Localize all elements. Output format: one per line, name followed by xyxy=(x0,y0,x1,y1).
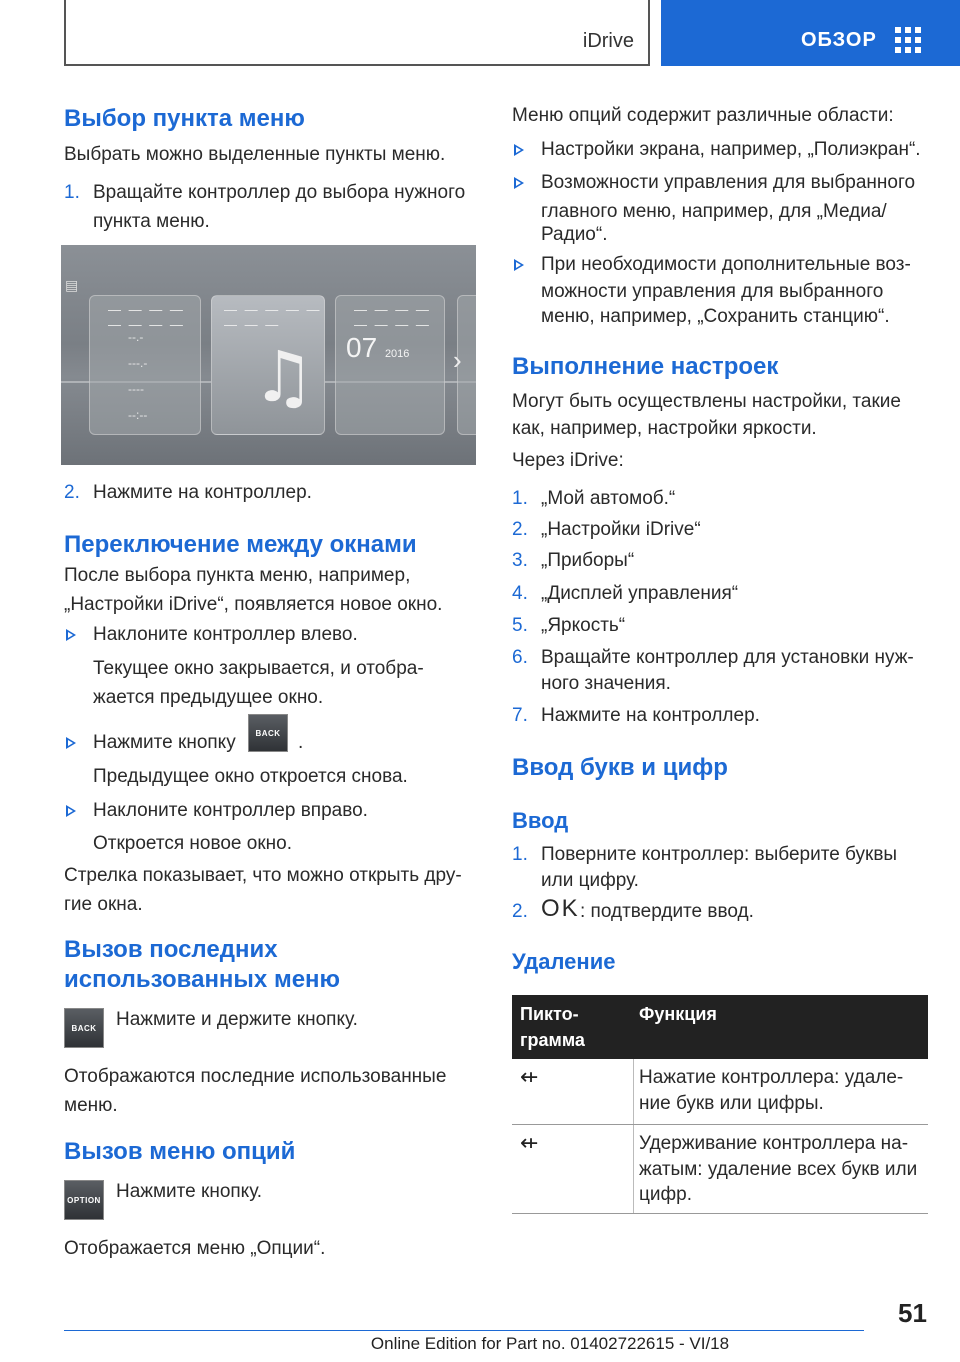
paragraph: Отображается меню „Опции“. xyxy=(64,1238,326,1259)
bullet-text: меню, например, „Сохранить станцию“. xyxy=(541,306,890,327)
step-text: Вращайте контроллер для установки нуж‐ xyxy=(541,647,914,668)
paragraph: Нажмите и держите кнопку. xyxy=(116,1009,358,1030)
step-number: 1. xyxy=(512,488,528,509)
step-text: или цифру. xyxy=(541,870,639,891)
table-cell: ние букв или цифры. xyxy=(639,1093,824,1114)
step-text: : подтвердите ввод. xyxy=(580,901,754,922)
bullet-text: главного меню, например, для „Медиа/ xyxy=(541,201,887,222)
step-number: 2. xyxy=(512,901,528,922)
paragraph: меню. xyxy=(64,1095,118,1116)
subsection-title-input: Ввод xyxy=(512,808,569,833)
header-section-label: ОБЗОР xyxy=(801,29,877,51)
paragraph: „Настройки iDrive“, появляется новое окно. xyxy=(64,594,443,615)
step-number: 1. xyxy=(512,844,528,865)
section-title-select-menu-item: Выбор пункта меню xyxy=(64,105,305,132)
grid-icon xyxy=(895,27,921,53)
bullet-triangle-icon xyxy=(514,259,524,271)
paragraph: Выбрать можно выделенные пункты меню. xyxy=(64,144,446,165)
bullet-triangle-icon xyxy=(514,144,524,156)
header-section-tab[interactable] xyxy=(661,0,960,66)
step-text: Поверните контроллер: выберите буквы xyxy=(541,844,898,865)
header-title-box xyxy=(64,0,650,66)
paragraph: Стрелка показывает, что можно открыть дру‐ xyxy=(64,865,462,886)
back-button-icon: BACK xyxy=(248,714,288,752)
paragraph: Меню опций содержит различные области: xyxy=(512,105,894,126)
bullet-triangle-icon xyxy=(66,737,76,749)
step-text: Вращайте контроллер до выбора нужного xyxy=(93,182,466,203)
table-cell: Нажатие контроллера: удале‐ xyxy=(639,1067,904,1088)
music-note-icon: ♫ xyxy=(252,336,315,418)
paragraph: гие окна. xyxy=(64,894,143,915)
bullet-subtext: Текущее окно закрывается, и отобра‐ xyxy=(93,658,424,679)
bullet-text: При необходимости дополнительные воз‐ xyxy=(541,254,911,275)
chevron-right-icon: › xyxy=(453,345,462,375)
table-cell: жатым: удаление всех букв или xyxy=(639,1159,918,1180)
table-header-cell: грамма xyxy=(520,1030,585,1050)
section-title-recent-menus-l2: использованных меню xyxy=(64,966,341,993)
step-text: „Мой автомоб.“ xyxy=(541,488,676,509)
section-title-letters-digits: Ввод букв и цифр xyxy=(512,754,728,781)
step-number: 1. xyxy=(64,182,80,203)
ok-symbol: OK xyxy=(541,895,580,922)
section-title-options-menu: Вызов меню опций xyxy=(64,1138,296,1165)
bullet-text: Настройки экрана, например, „Полиэкран“. xyxy=(541,139,921,160)
page-number: 51 xyxy=(898,1298,927,1328)
table-header xyxy=(512,995,928,1059)
option-button-icon: OPTION xyxy=(64,1180,104,1220)
step-number: 7. xyxy=(512,705,528,726)
header-title: iDrive xyxy=(582,30,634,52)
step-number: 5. xyxy=(512,615,528,636)
bullet-subtext: Откроется новое окно. xyxy=(93,833,292,854)
step-text: ного значения. xyxy=(541,673,671,694)
photo-card-date: — — — — — — — — 07 2016 xyxy=(335,295,445,435)
table-header-cell: Функция xyxy=(639,1004,717,1024)
bullet-text: Нажмите кнопку xyxy=(93,732,236,753)
step-text: пункта меню. xyxy=(93,211,210,232)
paragraph: как, например, настройки яркости. xyxy=(512,418,817,439)
step-text: „Дисплей управления“ xyxy=(541,583,739,604)
table-row-divider xyxy=(512,1124,928,1125)
photo-card-car: — — — — — — — — --.- ---.- ---- --:-- xyxy=(89,295,201,435)
subsection-title-delete: Удаление xyxy=(512,949,616,974)
paragraph: Через iDrive: xyxy=(512,450,624,471)
table-cell: Удерживание контроллера на‐ xyxy=(639,1133,909,1154)
bullet-text: Возможности управления для выбранного xyxy=(541,172,916,193)
bullet-text: Радио“. xyxy=(541,224,608,245)
bullet-text: Наклоните контроллер влево. xyxy=(93,624,358,645)
table-header-cell: Пикто‐ xyxy=(520,1004,579,1024)
step-text: Нажмите на контроллер. xyxy=(541,705,760,726)
bullet-subtext: жается предыдущее окно. xyxy=(93,687,324,708)
back-button-icon: BACK xyxy=(64,1008,104,1048)
table-cell: цифр. xyxy=(639,1184,692,1205)
step-text: Нажмите на контроллер. xyxy=(93,482,312,503)
bullet-triangle-icon xyxy=(66,629,76,641)
step-number: 6. xyxy=(512,647,528,668)
paragraph: Нажмите кнопку. xyxy=(116,1181,263,1202)
step-number: 4. xyxy=(512,583,528,604)
paragraph: Могут быть осуществлены настройки, такие xyxy=(512,391,901,412)
menu-icon: ▤ xyxy=(65,277,79,293)
paragraph: После выбора пункта меню, например, xyxy=(64,565,411,586)
section-title-switch-windows: Переключение между окнами xyxy=(64,531,417,558)
step-number: 2. xyxy=(64,482,80,503)
step-text: „Приборы“ xyxy=(541,550,635,571)
paragraph: Отображаются последние использованные xyxy=(64,1066,447,1087)
delete-icon: ⇷ xyxy=(520,1065,539,1090)
step-text: „Настройки iDrive“ xyxy=(541,519,701,540)
section-title-recent-menus: Вызов последних xyxy=(64,936,278,963)
bullet-subtext: Предыдущее окно откроется снова. xyxy=(93,766,408,787)
delete-all-icon: ⇷ xyxy=(520,1131,539,1156)
bullet-triangle-icon xyxy=(66,805,76,817)
bullet-text: можности управления для выбранного xyxy=(541,281,884,302)
section-title-settings: Выполнение настроек xyxy=(512,353,779,380)
idrive-screen-photo xyxy=(61,245,476,465)
bullet-text: . xyxy=(298,732,304,753)
table-bottom-line xyxy=(512,1213,928,1214)
bullet-triangle-icon xyxy=(514,177,524,189)
bullet-text: Наклоните контроллер вправо. xyxy=(93,800,368,821)
step-number: 2. xyxy=(512,519,528,540)
footer-line xyxy=(64,1330,864,1331)
step-text: „Яркость“ xyxy=(541,615,626,636)
photo-card-media: — — — — — — — — ♫ xyxy=(211,295,325,435)
footer-edition: Online Edition for Part no. 01402722615 - VI/18 xyxy=(370,1334,730,1353)
step-number: 3. xyxy=(512,550,528,571)
table-column-divider xyxy=(633,1059,634,1213)
